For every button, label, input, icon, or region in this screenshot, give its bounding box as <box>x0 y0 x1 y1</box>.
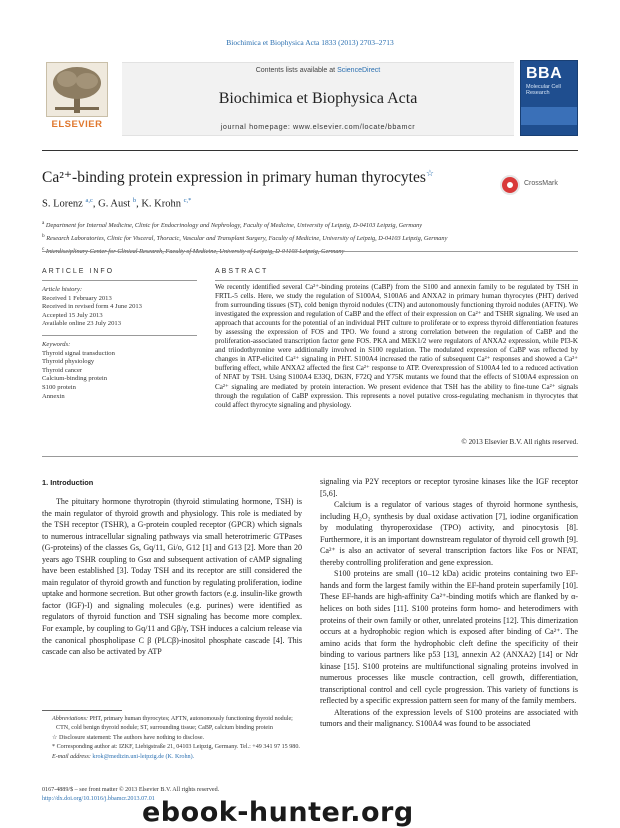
cover-logo: BBA <box>526 65 563 82</box>
running-head[interactable]: Biochimica et Biophysica Acta 1833 (2013) 2703–2713 <box>226 38 394 47</box>
history-item: Received 1 February 2013 <box>42 294 112 302</box>
abstract-heading: ABSTRACT <box>215 268 269 275</box>
keyword: Thyroid signal transduction <box>42 349 115 357</box>
journal-title: Biochimica et Biophysica Acta <box>218 90 418 107</box>
cover-band <box>521 107 577 125</box>
article-info-rule <box>42 280 197 281</box>
keyword: Annexin <box>42 392 65 400</box>
journal-masthead <box>42 62 578 137</box>
keyword: S100 protein <box>42 383 76 391</box>
cover-subtitle: Molecular Cell Research <box>526 84 561 96</box>
footnotes <box>42 715 304 762</box>
copyright-line: © 2013 Elsevier B.V. All rights reserved. <box>461 438 578 446</box>
body-paragraph: Calcium is a regulator of various stages of thyroid hormone synthesis, including H₂O₂ synthesis by dual oxidase activation [7], iodine organification by modulating thyroperoxidase (TPO) activity, and pinocytosis [8]. Furthermore, it is an important downstream regulator of thyroid cell growth [9]. Ca²⁺ is also an activator of several transcription factors like Fos or NFAT, thereby controlling proliferation and gene expression. <box>320 500 578 567</box>
abstract-text: We recently identified several Ca²⁺-binding proteins (CaBP) from the S100 and annexin family to be regulated by TSH in FRTL-5 cells. Here, we study the regulation of S100A4, S100A6 and ANXA2 in primary human thyrocytes (PHT) derived from surrounding tissues (ST), cold benign thyroid nodules (CTN) and autonomously functioning thyroid nodules (AFTN). We investigated the expression and regulation of CaBP and the effect of their expression on Ca²⁺ and TSHR signaling. We used an approach that accounts for the potential of an individual PHT culture to proliferate or to express thyroid differentiation features by assessing the expression of FOS and TPO. We found a strong correlation between the regulation of CaBP and the proliferation-associated transcription factor gene FOS. PKA and MEK1/2 were regulators of ANXA2 expression, while PI3-K and triiodothyronine were additionally involved in S100 regulation. The modulated expression of CaBP was reflected by changes in ATP-elicited Ca²⁺ signaling in PHT. S100A4 increased the ratio of subsequent Ca²⁺ responses and showed a Ca²⁺ buffering effect, while ANXA2 affected the first Ca²⁺ response to ATP. Overexpression of S100A4 led to a reduced activation of NFAT by TSH. Using S100A4 E33Q, D63N, F72Q and Y75K mutants we found that the effects of S100A4 expression on Ca²⁺ signaling are mediated by protein interaction. We present evidence that TSH has the ability to fine-tune Ca²⁺ signals through the regulation of CaBP expression. This represents a novel putative cross-regulating mechanism in thyrocytes that could affect thyrocyte signaling and physiology. <box>215 283 578 409</box>
keyword: Thyroid physiology <box>42 358 95 366</box>
body-paragraph: Alterations of the expression levels of S100 proteins are associated with tumors and their malignancy. S100A4 was found to be associated <box>320 707 578 729</box>
article-title <box>42 168 512 187</box>
contents-prefix: Contents lists available at <box>255 67 338 74</box>
publisher-wordmark: ELSEVIER <box>51 119 103 130</box>
journal-homepage-link[interactable]: journal homepage: www.elsevier.com/locate/bbamcr <box>220 122 416 131</box>
article-history <box>42 286 192 329</box>
sciencedirect-link[interactable]: ScienceDirect <box>337 67 381 74</box>
author-separator: , <box>92 198 99 210</box>
affiliation: $^b$ Research Laboratories, Clinic for Visceral, Thoracic, Vascular and Transplant Surgery, Faculty of Medicine, University of Leipzig, D-04103 Leipzig, Germany <box>42 233 448 243</box>
keywords-rule <box>42 335 197 336</box>
crossmark-badge[interactable] <box>500 175 580 197</box>
elsevier-logo[interactable] <box>42 62 112 134</box>
author-list <box>42 197 191 210</box>
footnote: Abbreviations: PHT, primary human thyrocytes; AFTN, autonomously functioning thyroid nodule; CTN, cold benign thyroid nodule; ST, surrounding tissue; CaBP, calcium binding protein <box>52 716 293 732</box>
article-title-text: Ca²⁺-binding protein expression in primary human thyrocytes <box>42 169 426 187</box>
history-item: Available online 23 July 2013 <box>42 320 121 328</box>
author-separator: , <box>136 198 142 210</box>
crossmark-label: CrossMark <box>524 180 558 187</box>
author-name: S. Lorenz <box>42 198 83 210</box>
footnote-rule <box>42 710 122 711</box>
author-name: K. Krohn <box>141 198 181 210</box>
issn-line: 0167-4889/$ – see front matter © 2013 Elsevier B.V. All rights reserved. <box>42 787 220 793</box>
body-column-right <box>320 476 578 730</box>
affiliation: $^a$ Department for Internal Medicine, Clinic for Endocrinology and Nephrology, Faculty of Medicine, University of Leipzig, D-04103 Leipzig, Germany <box>42 220 423 230</box>
body-paragraph: The pituitary hormone thyrotropin (thyroid stimulating hormone, TSH) is the main regulator of thyroid growth and physiology. This role is mediated by the TSH receptor (TSHR), a G-protein coupled receptor (GPCR) which signals to numerous intracellular signaling pathways via small heterotrimeric GTPases (G-proteins) of the classes Gs, Gq/11, Gi/o, G12 [1] and G13 [2]. More than 20 years ago TSHR coupling to Gsα and subsequent activation of cAMP signaling have been established [3]. Today TSH and its receptor are still considered the main regulator of thyroid growth and function by regulating proliferation, iodine uptake and hormone secretion. But other growth factors (e.g. insulin-like growth factor (IGF)-I) and signaling molecules (e.g. purines) were identified as regulators of thyroid function and TSH signaling has become more complex. For example, by coupling to Gq/11 and Gβ/γ, TSH induces a calcium release via the canonical phospholipase C β (PLCβ)-inositol phosphate cascade [4]. This cascade can also be activated by ATP <box>42 497 302 657</box>
history-item: Accepted 15 July 2013 <box>42 311 103 319</box>
author-name: G. Aust <box>98 198 131 210</box>
footnote: E-mail address: krok@medizin.uni-leipzig.de (K. Krohn). <box>52 753 195 760</box>
author-affiliation-marks[interactable]: b <box>132 197 137 204</box>
contents-line <box>122 67 514 74</box>
keyword: Thyroid cancer <box>42 366 83 374</box>
abstract-rule <box>215 280 578 281</box>
crossmark-icon <box>500 175 520 195</box>
body-paragraph: S100 proteins are small (10–12 kDa) acidic proteins containing two EF-hands and form the largest family within the EF-hand protein superfamily [10]. These EF-hands are high-affinity Ca²⁺-binding motifs which are flanked by α-helices on both sides [11]. S100 proteins form homo- and heterodimers with proteins of their own family or other, unrelated proteins [12]. This dimerization occurs at a hydrophobic region which is exposed after binding of Ca²⁺. The amino acids that form the hydrophobic cleft define the specificity of their binding to various partners like p53 [13], annexin A2 (ANXA2) [14] or Ndr kinase [15]. S100 proteins are multifunctional signaling proteins involved in numerous processes like muscle contraction, cell growth, differentiation, transcriptional control and cell cycle progression. This variety of functions is reflected by a specific expression pattern seen for many of the family members. <box>320 569 578 706</box>
email-link[interactable]: krok@medizin.uni-leipzig.de (K. Krohn). <box>90 753 195 760</box>
section-heading-introduction: 1. Introduction <box>42 478 94 487</box>
affiliation-rule <box>42 251 578 252</box>
keyword: Calcium-binding protein <box>42 375 108 383</box>
footnote: * Corresponding author at: IZKF, Liebigstraße 21, 04103 Leipzig, Germany. Tel.: +49 341 97 15 980. <box>52 744 300 751</box>
body-column-left <box>42 496 302 658</box>
footnote: ☆ Disclosure statement: The authors have nothing to disclose. <box>52 734 205 741</box>
history-label: Article history: <box>42 286 83 293</box>
keywords <box>42 341 192 401</box>
author-affiliation-marks[interactable]: a,c <box>85 197 93 204</box>
affiliation: $^c$ Interdisciplinary Center for Clinical Research, Faculty of Medicine, University of Leipzig, D-04103 Leipzig, Germany <box>42 246 345 256</box>
keywords-label: Keywords: <box>42 341 71 348</box>
masthead-center <box>122 62 514 136</box>
elsevier-tree-icon <box>46 62 108 117</box>
corresponding-author-mark[interactable]: * <box>188 197 192 204</box>
watermark: ebook-hunter.org <box>142 797 414 828</box>
author-affiliation-marks[interactable]: c,* <box>183 197 192 204</box>
masthead-rule <box>42 150 578 151</box>
doi-link[interactable]: http://dx.doi.org/10.1016/j.bbamcr.2013.07.01 <box>42 796 155 803</box>
journal-cover-thumbnail[interactable] <box>520 60 578 136</box>
title-footnote-mark[interactable]: ☆ <box>425 168 434 178</box>
body-paragraph: signaling via P2Y receptors or receptor tyrosine kinases like the IGF receptor [5,6]. <box>320 477 578 498</box>
article-info-heading: ARTICLE INFO <box>42 268 115 275</box>
history-item: Received in revised form 4 June 2013 <box>42 303 142 311</box>
abstract-bottom-rule <box>42 456 578 457</box>
